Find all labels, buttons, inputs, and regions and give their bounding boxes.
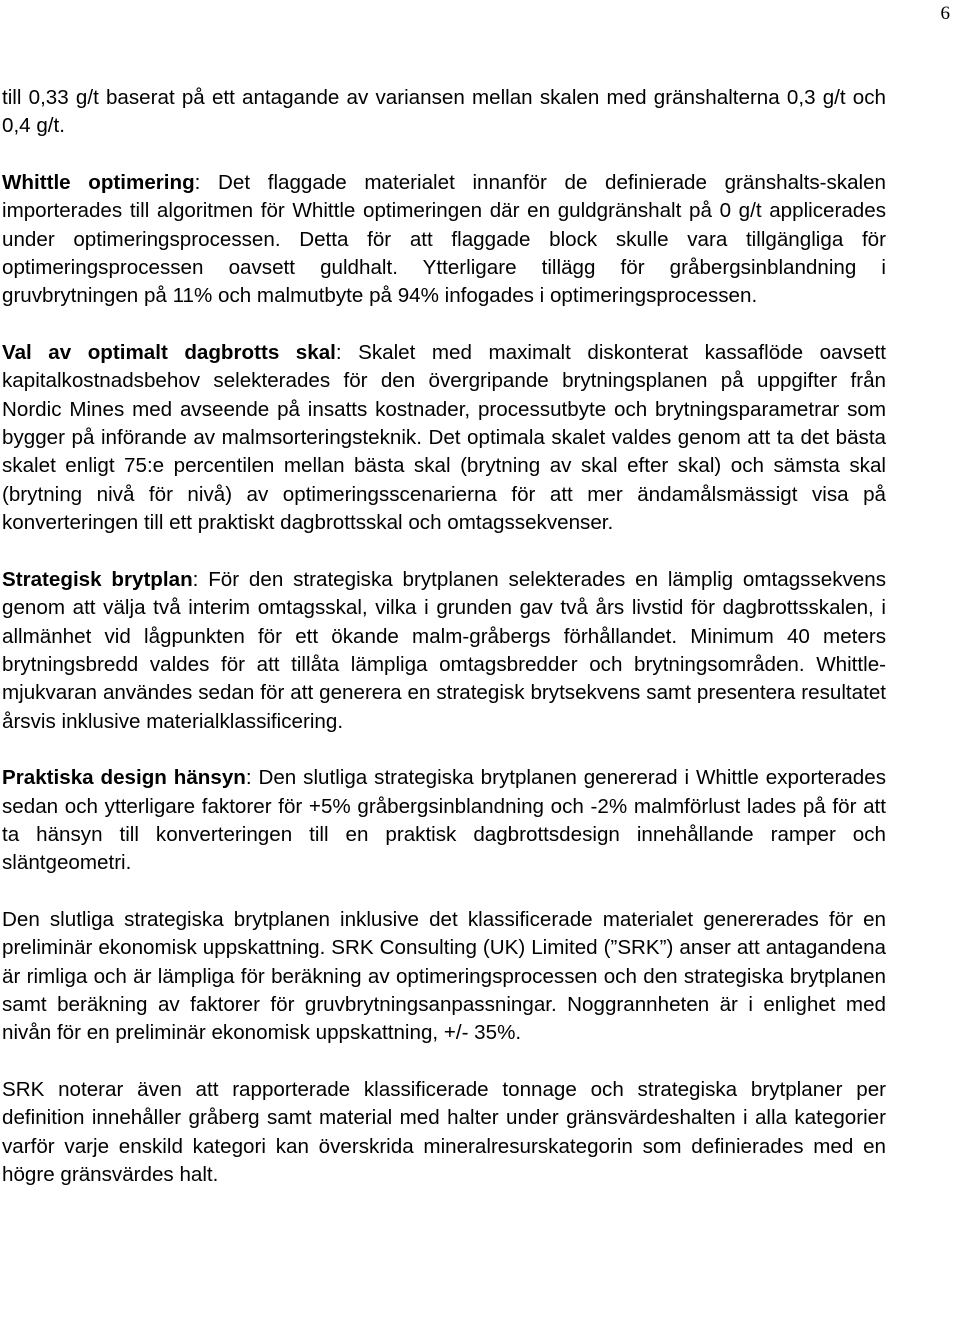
document-body — [2, 84, 886, 1189]
paragraph-strategisk-brytplan — [2, 566, 886, 736]
paragraph-variance — [2, 84, 886, 141]
paragraph-text: För den strategiska brytplanen selekterades en lämplig omtagssekvens genom att välja två interim omtagsskal, vilka i grunden gav två års livstid för dagbrottsskalen, i allmänhet vid lågpunkten för ett ökande malm-gråbergs förhållandet. Minimum 40 meters brytningsbredd valdes för att tillåta lämpliga omtagsbredder och brytningsområden. Whittle-mjukvaran användes sedan för att generera en strategisk brytsekvens samt presentera resultatet årsvis inklusive materialklassificering. — [2, 567, 887, 733]
paragraph-text: Den slutliga strategiska brytplanen inklusive det klassificerade materialet genererades för en preliminär ekonomisk uppskattning. SRK Consulting (UK) Limited (”SRK”) anser att antagandena är rimliga och är lämpliga för beräkning av optimeringsprocessen och den strategiska brytplanen samt beräkning av faktorer för gruvbrytningsanpassningar. Noggrannheten är i enlighet med nivån för en preliminär ekonomisk uppskattning, +/- 35%. — [2, 907, 886, 1045]
heading-separator: : — [194, 170, 219, 194]
heading-separator: : — [335, 340, 359, 364]
paragraph-whittle-optimering — [2, 169, 886, 311]
heading-separator: : — [192, 567, 209, 591]
paragraph-slutliga-brytplan — [2, 906, 886, 1048]
paragraph-heading: Praktiska design hänsyn — [2, 766, 246, 790]
paragraph-text: Den slutliga strategiska brytplanen genererad i Whittle exporterades sedan och ytterligare faktorer för +5% gråbergsinblandning och -2% malmförlust lades på för att ta hänsyn till konverteringen till en praktisk dagbrottsdesign innehållande ramper och släntgeometri. — [2, 766, 886, 875]
page-number: 6 — [940, 3, 950, 24]
paragraph-heading: Val av optimalt dagbrotts skal — [2, 340, 336, 364]
paragraph-text: Det flaggade materialet innanför de definierade gränshalts-skalen importerades till algoritmen för Whittle optimeringen där en guldgränshalt på 0 g/t applicerades under optimeringsprocessen. Detta för att flaggade block skulle vara tillgängliga för optimeringsprocessen oavsett guldhalt. Ytterligare tillägg för gråbergsinblandning i gruvbrytningen på 11% och malmutbyte på 94% infogades i optimeringsprocessen. — [2, 170, 886, 308]
paragraph-praktiska-design — [2, 764, 886, 878]
heading-separator: : — [245, 766, 259, 790]
paragraph-text: till 0,33 g/t baserat på ett antagande av variansen mellan skalen med gränshalterna 0,3 g/t och 0,4 g/t. — [2, 86, 886, 138]
paragraph-srk-noterar — [2, 1076, 886, 1190]
paragraph-heading: Whittle optimering — [2, 170, 195, 194]
paragraph-text: SRK noterar även att rapporterade klassificerade tonnage och strategiska brytplaner per definition innehåller gråberg samt material med halter under gränsvärdeshalten i alla kategorier varför varje enskild kategori kan överskrida mineralresurskategorin som definierades med en högre gränsvärdes halt. — [2, 1077, 886, 1186]
paragraph-heading: Strategisk brytplan — [2, 567, 193, 591]
paragraph-optimalt-skal — [2, 339, 886, 538]
paragraph-text: Skalet med maximalt diskonterat kassaflöde oavsett kapitalkostnadsbehov selekterades för den övergripande brytningsplanen på uppgifter från Nordic Mines med avseende på insatts kostnader, processutbyte och brytningsparametrar som bygger på införande av malmsorteringsteknik. Det optimala skalet valdes genom att ta det bästa skalet enligt 75:e percentilen mellan bästa skal (brytning av skal efter skal) och sämsta skal (brytning nivå för nivå) av optimeringsscenarierna för att mer ändamålsmässigt visa på konverteringen till ett praktiskt dagbrottsskal och omtagssekvenser. — [2, 340, 886, 535]
